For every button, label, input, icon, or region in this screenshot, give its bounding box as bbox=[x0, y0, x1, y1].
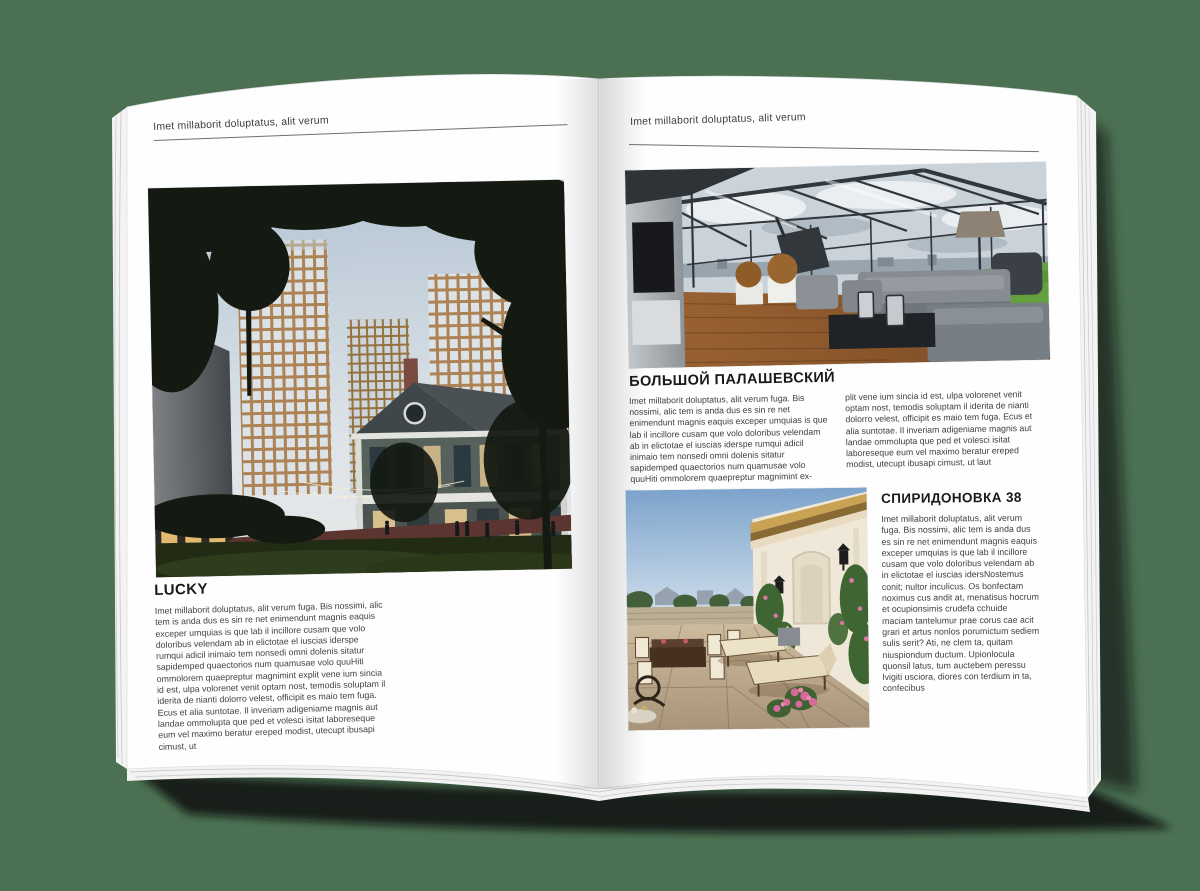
palashevsky-glass-terrace-photo bbox=[625, 162, 1050, 369]
spiridonovka-roof-terrace-photo bbox=[626, 488, 870, 731]
lucky-title: LUCKY bbox=[154, 580, 209, 599]
palashevsky-title: БОЛЬШОЙ ПАЛАШЕВСКИЙ bbox=[629, 369, 836, 390]
spiridonovka-body-text: Imet millaborit doluptatus, alit verum fuga. Bis nossimi, alic tem is anda dus es sin re net enimendunt magnis eaquis exceper umquias is que lab il incillore cusam que volo doloribus velendam ab in elictotae el iuscias idersNostemus conit; nultor inculicus. Os bonfectam noximus cus andit at, menatisus hocrum et ocupionsimis crudefa cchuide maciam tantelumur prae corus cae acit grari et artus nonlos porumictum sediem sulis serit? Ati, ne clem ta, quitam niuspiondum ductum. Upionlocula quonsil latus, tum auctebem peressu lvigiti usciora, diores con terdium in ta, confecibus bbox=[881, 512, 1040, 694]
right-running-header-text: Imet millaborit doluptatus, alit verum bbox=[630, 111, 806, 128]
palashevsky-body-col2: plit vene ium sincia id est, ulpa volorenet venit optam nost, temodis soluptam il iderita de nianti dolorro velest, officipit es maio tem fuga. Ecus et alia suntotae. Il inveriam adigeniame magnis aut landae ommolupta que ped et volesci isitat laboreseque eum vel maximo beratur ereped modist, utecupt ibusapi cimust, ut laut bbox=[844, 389, 1033, 470]
spiridonovka-article bbox=[881, 490, 1043, 695]
spiridonovka-title: СПИРИДОНОВКА 38 bbox=[881, 489, 1022, 506]
lucky-body-text: Imet millaborit doluptatus, alit verum fuga. Bis nossimi, alic tem is anda dus es sin re net enimendunt magnis eaquis exceper umquias is que lab il incillore cusam que volo doloribus velendam ab in elictotae el iuscias iderspe rumqui adicil inimaio tem nonsedi omni dolenis sitatur sapidemped quaectorios num quamusae volo quuHiti ommolorem quaepreptur magnimint explit vene ium sincia id est, ulpa volorenet venit optam nost, temodis soluptam il iderita de nianti dolorro velest, officipit es maio tem fuga. Ecus et alia suntotae. Il inveriam adigeniame magnis aut landae ommolupta que ped et volesci isitat laboreseque eum vel maximo beratur ereped modist, utecupt ibusapi cimust, ut bbox=[154, 599, 386, 752]
left-running-header-text: Imet millaborit doluptatus, alit verum bbox=[153, 114, 330, 133]
palashevsky-body-col1: Imet millaborit doluptatus, alit verum fuga. Bis nossimi, alic tem is anda dus es sin re net enimendunt magnis eaquis exceper umquias is que lab il incillore cusam que volo doloribus velendam ab in elictotae el iuscias iderspe rumqui adicil inimaio tem nonsedi omni dolenis sitatur sapidemped quaectorios num quamusae volo quuHiti ommolorem quaepreptur magnimint ex- bbox=[629, 392, 828, 485]
lucky-evening-courtyard-photo bbox=[148, 180, 572, 578]
palashevsky-body bbox=[629, 389, 1049, 486]
lucky-article bbox=[154, 576, 391, 753]
